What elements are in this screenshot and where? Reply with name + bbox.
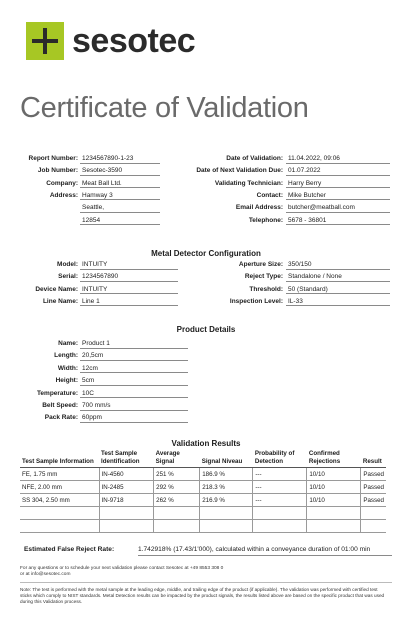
table-cell: 262 % [154,494,200,507]
field-value: Mike Butcher [286,190,390,201]
table-cell: 251 % [154,468,200,481]
table-cell [253,507,307,520]
field-row [0,296,412,307]
table-cell [154,507,200,520]
field-value: INTUITY [80,259,178,270]
table-cell: --- [253,481,307,494]
field-value: 5678 - 36801 [286,215,390,226]
table-row [20,507,386,520]
field-row [0,388,412,399]
column-header: Test Sample Identification [99,450,154,468]
table-cell: FE, 1.75 mm [20,468,99,481]
column-header: Result [361,450,386,468]
table-cell [200,520,253,533]
field-value: 5cm [80,375,188,386]
field-value: 11.04.2022, 09:06 [286,153,390,164]
column-header: Confirmed Rejections [307,450,361,468]
table-cell: IN-4560 [99,468,154,481]
table-cell [99,507,154,520]
field-label: Telephone: [248,216,283,224]
field-label: Length: [54,352,78,360]
field-value: 1234567890-1-23 [80,153,160,164]
field-value: butcher@meatball.com [286,202,390,213]
field-row [0,259,412,270]
table-cell: --- [253,468,307,481]
table-cell [307,520,361,533]
field-value: 20,5cm [80,350,188,361]
field-label: Date of Next Validation Due: [196,167,283,175]
table-cell: 186.9 % [200,468,253,481]
field-label: Aperture Size: [238,261,283,268]
table-cell: --- [253,494,307,507]
table-cell: IN-2485 [99,481,154,494]
validation-results-table [20,450,386,533]
company-logo [26,22,195,60]
field-row [0,178,412,189]
field-row [0,202,412,213]
field-label: Width: [57,364,78,372]
table-cell: 10/10 [307,481,361,494]
table-row [20,494,386,507]
field-label: Threshold: [249,285,283,293]
field-value: Harry Berry [286,178,390,189]
table-cell: Passed [361,468,386,481]
field-value: 700 mm/s [80,400,188,411]
table-cell [200,507,253,520]
field-row [0,375,412,386]
field-label: Height: [55,377,78,385]
validation-results-title: Validation Results [171,439,241,448]
table-cell [154,520,200,533]
field-row [0,271,412,282]
table-cell: 292 % [154,481,200,494]
false-reject-rate [24,545,371,555]
field-row [0,363,412,374]
footnote: Note: The test is performed with the metal sample at the leading edge, middle, and trailing edge of the product (if applicable). The validation was performed with certified test sticks which comply to NIST standards. Metal Detection results can be impacted by the product signals, the results listed above are based on the specific product that was used during this Validation process. [20,587,385,605]
field-label: Validating Technician: [214,179,283,187]
table-header-row [20,450,386,468]
page-title: Certificate of Validation [20,92,309,124]
field-label: Reject Type: [244,273,283,281]
column-header: Average Signal [154,450,200,468]
field-label: Contact: [256,191,283,199]
field-row [0,215,412,226]
field-value: Meat Ball Ltd. [80,178,160,189]
table-cell: Passed [361,494,386,507]
field-row [0,165,412,176]
column-header: Probability of Detection [253,450,307,468]
field-label: Company: [46,179,78,187]
table-cell [99,520,154,533]
field-label: Inspection Level: [229,297,283,305]
table-cell [307,507,361,520]
contact-line: or at info@sesotec.com [20,572,71,577]
field-value: 350/150 [286,259,390,270]
field-label: Device Name: [35,285,78,293]
column-header: Signal Niveau [200,450,253,468]
field-label: Line Name: [42,297,78,305]
field-value: Sesotec-3590 [80,165,160,176]
field-label: Name: [58,340,78,347]
field-label: Serial: [58,273,78,281]
field-row [0,190,412,201]
field-value: Hamway 3 [80,190,160,201]
field-value: INTUITY [80,284,178,295]
field-row [0,284,412,295]
field-label: Date of Validation: [226,155,283,162]
false-reject-value: 1.742918% (17.43/1'000), calculated within a conveyance duration of 01:00 min [138,545,392,556]
table-cell: IN-9718 [99,494,154,507]
column-header: Test Sample Information [20,450,99,468]
detector-config-title: Metal Detector Configuration [151,249,261,258]
table-cell: 218.3 % [200,481,253,494]
field-row [0,400,412,411]
field-value: IL-33 [286,296,390,307]
field-value: 12cm [80,363,188,374]
table-cell [361,507,386,520]
field-row [0,412,412,423]
table-cell: NFE, 2.00 mm [20,481,99,494]
false-reject-label: Estimated False Reject Rate: [24,546,115,553]
field-value: 60ppm [80,412,188,423]
field-label: Temperature: [36,389,78,397]
logo-wordmark: sesotec [72,22,196,60]
field-value: 12854 [80,215,160,226]
field-label: Report Number: [28,155,78,162]
table-cell [361,520,386,533]
field-label: Model: [57,261,78,268]
product-details-title: Product Details [176,325,236,334]
field-label: Belt Speed: [42,402,78,409]
field-value: Standalone / None [286,271,390,282]
field-value: 10C [80,388,188,399]
table-cell [20,520,99,533]
table-cell [20,507,99,520]
field-label: Address: [49,191,78,199]
field-value: Seattle, [80,202,160,213]
field-value: 01.07.2022 [286,165,390,176]
field-value: 1234567890 [80,271,178,282]
table-cell: Passed [361,481,386,494]
contact-info [20,566,223,578]
table-cell: 216.9 % [200,494,253,507]
divider [20,582,392,583]
contact-line: For any questions or to schedule your next validation please contact Sesotec at +49 8553 308 0 [20,566,224,571]
table-cell [253,520,307,533]
table-row [20,481,386,494]
table-cell: 10/10 [307,468,361,481]
field-label: Job Number: [37,167,78,175]
field-value: Line 1 [80,296,178,307]
field-row [0,350,412,361]
logo-cross-icon [26,22,64,60]
table-row [20,468,386,481]
field-value: Product 1 [80,338,188,349]
field-row [0,153,412,164]
table-cell: 10/10 [307,494,361,507]
field-label: Email Address: [235,204,283,212]
table-row [20,520,386,533]
table-cell: SS 304, 2.50 mm [20,494,99,507]
field-row [0,338,412,349]
field-label: Pack Rate: [44,414,78,422]
field-value: 50 (Standard) [286,284,390,295]
